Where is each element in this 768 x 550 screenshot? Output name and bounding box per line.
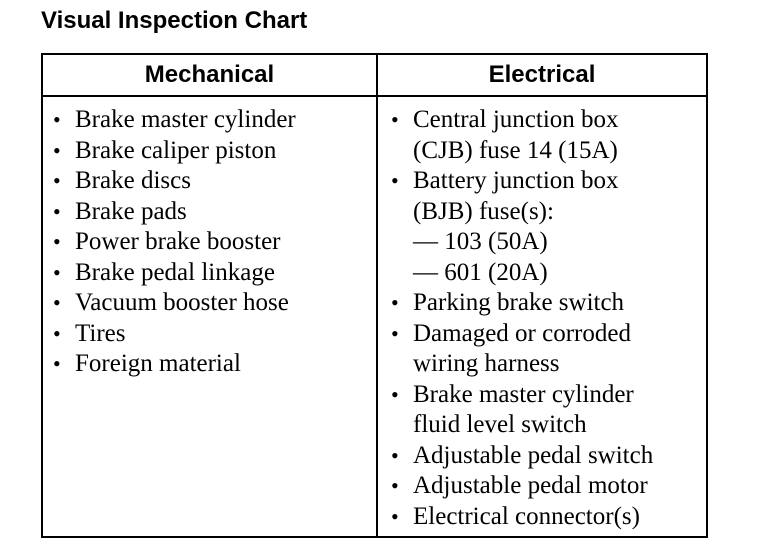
- list-item: [391, 380, 653, 411]
- bullet: •: [53, 168, 61, 193]
- bullet: •: [391, 320, 399, 346]
- item-text: — 103 (50A): [413, 228, 548, 255]
- item-text: fluid level switch: [413, 411, 587, 438]
- list-item-continuation: [391, 197, 653, 228]
- item-text: Brake discs: [75, 167, 191, 194]
- bullet: •: [391, 503, 399, 529]
- item-text: wiring harness: [413, 350, 560, 377]
- item-text: Tires: [75, 319, 126, 347]
- item-text: Brake pads: [75, 197, 187, 225]
- list-item: [391, 319, 653, 350]
- bullet: •: [391, 290, 399, 315]
- item-text: Brake master cylinder: [75, 106, 296, 133]
- bullet: •: [53, 290, 61, 315]
- list-item: [391, 288, 653, 319]
- item-text: Brake pedal linkage: [75, 258, 275, 286]
- list-item: [53, 288, 296, 319]
- list-item: [53, 227, 296, 258]
- list-item: [53, 105, 296, 136]
- item-text: Parking brake switch: [413, 289, 625, 316]
- list-item: [53, 136, 296, 167]
- bullet: •: [53, 107, 61, 132]
- item-text: Vacuum booster hose: [75, 289, 289, 316]
- bullet: •: [53, 259, 61, 285]
- bullet: •: [53, 137, 61, 163]
- list-item: [391, 166, 653, 197]
- list-item: [391, 471, 653, 502]
- mechanical-list: [53, 105, 296, 380]
- item-text: Adjustable pedal motor: [413, 472, 648, 499]
- list-item: [53, 349, 296, 380]
- mechanical-header: Mechanical: [144, 61, 275, 88]
- item-text: Damaged or corroded: [413, 319, 631, 347]
- column-divider: [376, 53, 378, 538]
- item-text: Foreign material: [75, 350, 241, 377]
- bullet: •: [391, 107, 399, 132]
- list-item: [391, 502, 653, 533]
- item-text: Electrical connector(s): [413, 502, 640, 530]
- bullet: •: [391, 381, 399, 407]
- list-item: [391, 441, 653, 472]
- sub-item: [391, 258, 653, 289]
- bullet: •: [53, 320, 61, 346]
- list-item: [53, 197, 296, 228]
- item-text: Brake master cylinder: [413, 380, 634, 408]
- item-text: (CJB) fuse 14 (15A): [413, 136, 618, 164]
- list-item: [53, 166, 296, 197]
- electrical-header: Electrical: [488, 61, 596, 88]
- electrical-list: [391, 105, 653, 532]
- item-text: Brake caliper piston: [75, 136, 277, 164]
- bullet: •: [391, 473, 399, 498]
- list-item-continuation: [391, 136, 653, 167]
- item-text: — 601 (20A): [413, 258, 548, 286]
- chart-title: Visual Inspection Chart: [41, 7, 308, 34]
- item-text: Central junction box: [413, 106, 619, 133]
- list-item: [53, 258, 296, 289]
- item-text: (BJB) fuse(s):: [413, 197, 554, 225]
- item-text: Battery junction box: [413, 167, 619, 194]
- item-text: Power brake booster: [75, 228, 281, 255]
- bullet: •: [53, 198, 61, 224]
- header-divider: [41, 95, 708, 97]
- sub-item: [391, 227, 653, 258]
- bullet: •: [53, 229, 61, 254]
- bullet: •: [391, 168, 399, 193]
- bullet: •: [391, 442, 399, 468]
- item-text: Adjustable pedal switch: [413, 441, 654, 469]
- list-item: [53, 319, 296, 350]
- list-item-continuation: [391, 349, 653, 380]
- list-item: [391, 105, 653, 136]
- list-item-continuation: [391, 410, 653, 441]
- bullet: •: [53, 351, 61, 376]
